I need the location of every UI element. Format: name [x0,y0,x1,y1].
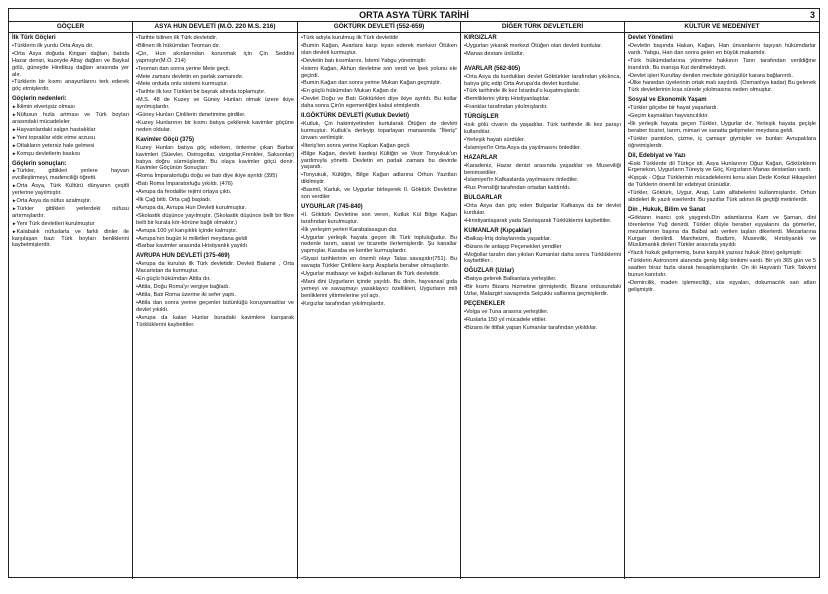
list-item: •Uygurları yıkarak merkezi Ötüğen olan devleti kurdular. [464,42,603,49]
list-item: • Bilinen ilk hükümdarı Teoman dır. [136,43,294,50]
list-item: • İstemi Kağan, Akhun devletine son verdi ve İpek yolunu ele geçirdi. [301,66,457,80]
list-item: • Uygurlar matbaayı ve kağıdı kullanan ilk Türk devletidir. [301,271,457,278]
section-heading: PEÇENEKLER [464,301,506,307]
list-item: • Devlet işleri Kurultay denilen mecliste görüşülür karara bağlanırdı. [628,73,816,80]
list-item: •Türk hükümdarlarına yönetme hakkının Tanrı tarafından verildiğine inanılırdı. Bu inanışa Kut denilmekteydi. [628,57,816,71]
section-heading: HAZARLAR [464,154,498,161]
section-heading: UYGURLAR (745-840) [301,203,363,210]
list-item: • Moğollar tarafın dan yıkılan Kumanlar daha sonra Türklüklerini kaybettiler . [464,252,621,266]
list-item: • Ruslarla 150 yıl mücadele ettiler. [464,317,621,324]
page-number: 3 [809,10,815,20]
list-item: •Türk tarihinde ilk kez İstanbul'u kuşatmışlardır. [464,88,581,95]
list-item: ► Yeni topraklar elde etme arzusu [12,135,129,142]
column-diger-turk [461,33,625,579]
list-item: • İlk yerleşik hayata geçen Türkler, Uygurlar dır. Yerleşik hayata geçişle beraber ticaret, tarım, mimari ve sanatta gelişmeler meydana geldi. [628,121,816,135]
list-item: • Basmil, Karluk, ve Uygurlar birleşerek II. Göktürk Devletine son verdiler [301,187,457,201]
list-item: • II. Göktürk Devletine son veren, Kutluk Kül Bilge Kağan tarafından kurulmuştur. [301,212,457,226]
list-item: • Mete orduda onlu sistemi kurmuştur. [136,81,294,88]
list-item: ► Nüfusun hızla artması ve Türk boyları arasındaki mücadeleler [12,112,129,126]
list-item: • Isık gölü civarın da yaşadılar. Türk tarihinde ilk kez parayı kullandılar. [464,122,621,136]
list-item: ► Türkler, gittikleri yerlere hayvan evcilleştirmeyi, madenciliği öğretti. [12,168,129,182]
list-item: •Manas destanı ünlüdür. [464,50,525,57]
list-item: • Attila, Batı Roma üzerine iki sefer yaptı. [136,292,294,299]
list-item: ► İklimin elverişsiz olması [12,104,129,111]
list-item: • Roma İmparatorluğu doğu ve batı diye ikiye ayrıldı (395) [136,173,294,180]
list-item: • Avrupa da, Avrupa Hun Devleti kurulmuştur. [136,205,294,212]
list-item: • Bizans ile ittifak yapan Kumanlar tarafından yıkıldılar. [464,325,621,332]
list-item: • Orta Asya da kurdukları devlet Göktürkler tarafından yıkılınca, batıya göç edip Orta Avrupa'da devlet kurdular. [464,74,621,88]
list-item: • En güçlü hükümdarı Mukan Kağan dır. [301,88,457,95]
list-item: • Yazılı hukuk gelişmemiş, buna karşılık yazısız hukuk (töre) gelişmiştir. [628,250,816,257]
list-item: •Türklerin bir kısmı anayurtlarını terk ederek göç etmişlerdir. [12,79,129,93]
list-item: • Devlet Doğu ve Batı Göktürkleri diye ikiye ayrıldı. Bu kollar daha sonra Çin'in egemenliğini kabul etmişlerdir. [301,96,457,110]
list-item: • Devletin başında Hakan, Kağan, Han ünvanlarını taşıyan hükümdarlar vardı. Yabgu, Han dan sonra gelen en büyük makamdır. [628,43,816,57]
list-item: • Kıpçak - Oğuz Türklerinin mücadelelerini konu alan Dede Korkut Hikayeleri de Türklerin önemli bir edebiyat ürünüdür. [628,175,816,189]
list-item: • İslamiyet'in Kafkaslarda yayılmasını önlediler. [464,177,621,184]
section-heading: BULGARLAR [464,195,502,202]
list-item: • En güçlü hükümdarı Attila dır. [136,276,294,283]
list-item: • Güney Hunları Çinlilerin denetimine girdiler. [136,112,294,119]
list-item: • Teoman dan sonra yerine Mete geçti. [136,66,294,73]
list-item: • İlk Çağ bitti. Orta çağ başladı. [136,197,294,204]
list-item: • Orta Asya dan göç eden Bulgarlar Kafkasya da bir devlet kurdular. [464,203,621,217]
spacer [464,59,621,63]
list-item: • İslamiyet'in Orta Asya da yayılmasını önlediler. [464,145,621,152]
list-item: • Batı Roma İmparatorluğu yıkıldı. (476) [136,181,294,188]
list-item: • Geçim kaynakları hayvancılıktır. [628,113,816,120]
list-item: • Batıya gelerek Balkanlara yerleştiler. [464,276,621,283]
list-item: ► Türkler gittikleri yerlerdeki nüfusu artırmışlardır. [12,206,129,220]
column-gocler [9,33,133,579]
list-item: • Türk adıyla kurulmuş ilk Türk devletidir [301,35,457,42]
section-heading: Göçlerin sonuçları: [12,160,67,167]
list-item: • Avrupa da kurulan ilk Türk devletidir. Devleti Balamir , Orta Macaristan da kurmuştur. [136,261,294,275]
list-item: • Avrupa 100 yıl karışıklık içinde kalmıştır. [136,228,294,235]
column-heading-diger-turk: DİĞER TÜRK DEVLETLERİ [461,22,625,32]
list-item: Kuzey Hunları batıya göç ederken, önlerine çıkan Barbar kavimleri (Süevler, Ostrogotlar, vizigotlar,Frenkler, Saksonlar) batıya doğru sürmüşlerdir. Bu olaya kavimler göçü denir. Kavimler Göçünün Sonuçları: [136,144,294,172]
list-item: • İlteriş'ten sonra yerine Kapkan Kağan geçti. [301,143,457,150]
column-asya-hun [133,33,298,579]
section-heading: KUMANLAR (Kıpçaklar) [464,227,532,234]
list-item: • İlk yerleşim yerleri Karabalasagun dur. [301,227,457,234]
section-heading: Din , Hukuk, Bilim ve Sanat [628,206,706,213]
list-item: • Türklerin Astronomi alanında geniş bilgi birikimi vardı. Bir yılı 365 gün ve 5 saatten biraz fazla olarak hesaplamışlardır. On iki Hayvanlı Türk Takvimi bunun kanıtıdır. [628,258,816,279]
list-item: • Bizans ile anlaşıp Peçenekleri yendiler [464,244,621,251]
list-item: ► Orta Asya da nüfus azalmıştır. [12,198,129,205]
section-heading: II.GÖKTÜRK DEVLETİ (Kutluk Devleti) [301,113,410,120]
list-item: • Uygurlar yerleşik hayata geçen ilk Türk topluluğudur. Bu nedenle tarım, sanat ve ticarette ilerlemişlerdir. Şu kanallar yapmışlar. Kasaba ve kentler kurmuşlardır. [301,235,457,256]
document-page [8,8,820,578]
list-item: • Avrupa da feodalite rejimi ortaya çıktı. [136,189,294,196]
list-item: ► Hayvanlardaki salgın hastalıklar [12,127,129,134]
list-item: • Skolastik düşünce yayılmıştır. (Skolastik düşünce belli bir fikre belli bir kurala kör-körüne bağlı olmaktır.) [136,213,294,227]
list-item: • Bilge Kağan, devleti kardeşi Kültiğin ve Vezir Tonyukuk'un yardımıyla yönetti. Devletin en parlak zamanı bu devirde yaşandı. [301,151,457,172]
column-heading-asya-hun: ASYA HUN DEVLETİ (M.Ö. 220 M.S. 216) [133,22,298,32]
list-item: • Kırgızlar tarafından yıkılmışlardır. [301,301,457,308]
column-heading-gocler: GÖÇLER [9,22,133,32]
list-item: • Demircilik, maden işlemeciliği, süs eşyaları, dokumacılık san atları gelişmiştir. [628,280,816,294]
list-item: • Kuzey Hunlarının bir kısmı batıya çekilerek kavimler göçüne neden oldular. [136,120,294,134]
section-heading: Sosyal ve Ekonomik Yaşam [628,97,707,104]
list-item: • Tarihte ilk kez Türkleri bir bayrak altında toplamıştır. [136,89,294,96]
list-item: • Bumin Kağan dan sonra yerine Mukan Kağan geçmiştir. [301,80,457,87]
list-item: • Türkler pantolon, çizme, iç çamaşır giymişler ve bunları Avrupalılara öğretmişlerdir. [628,136,816,150]
section-heading: İlk Türk Göçleri [12,35,56,41]
section-heading: KIRGIZLAR [464,35,497,41]
list-item: • Karadeniz, Hazar denizi arasında yaşadılar ve Museviliği benimsediler. [464,163,621,177]
column-heading-kultur: KÜLTÜR VE MEDENİYET [684,23,760,30]
section-heading: AVARLAR (562-805) [464,65,521,72]
list-item: • Çin, Hun akınlarından korunmak için Çin Seddini yapmıştır(M.Ö. 214) [136,51,294,65]
section-heading: Kavimler Göçü (375) [136,136,195,143]
list-item: • Volga ve Tuna arasına yerleştiler. [464,309,621,316]
list-item: ► Kalabalık nüfuslarla ve farklı dinler ile karşılaşan bazı Türk boyları benliklerini kaybetmişlerdir. [12,229,129,250]
section-heading: Dil, Edebiyat ve Yazı [628,152,686,159]
list-item: ► Otlakların yetersiz hale gelmesi [12,143,129,150]
list-item: • Mete zamanı devletin en parlak zamanıdır. [136,74,294,81]
section-heading: AVRUPA HUN DEVLETİ (375-469) [136,253,230,260]
list-item: • Eski Türklerde dil Türkçe idi. Asya Hunlarının Oğuz Kağan, Göktürklerin Ergenekon, Uygurların Türeyiş ve Göç, Kırgızların Manas destanları vardı. [628,161,816,175]
list-item: ► Komşu devletlerin baskısı [12,151,129,158]
list-item: • M.S. 48 de Kuzey ve Güney Hunları olmak üzere ikiye ayrılmışlardır. [136,97,294,111]
column-headings [9,22,819,33]
list-item: • Tarihte bilinen ilk Türk devletidir. [136,35,294,42]
section-heading: OĞUZLAR (Uzlar) [464,268,514,275]
list-item: • Avrupa'nın bugün ki milletleri meydana geldi [136,236,294,243]
list-item: ► Yeni Türk devletleri kurulmuştur [12,221,129,228]
list-item: • Siyasi tarihlerinin en önemli olayı Talas savaşıdır(751). Bu savaşta Türkler Çinlilere karşı Araplarla beraber olmuşlardır. [301,256,457,270]
section-heading: Göçlerin nedenleri: [12,96,67,103]
page-title: ORTA ASYA TÜRK TARİHİ [359,10,469,20]
list-item: • Kutluk, Çin hakimiyetinden kurtularak Ötüğen de devleti kurmuştur. Kutluk'a derleyip toparlayan manasında "İlteriş" ünvanı verilmiştir. [301,121,457,142]
list-item: • Tonyukuk, Kültiğin, Bilge Kağan adlarına Orhun Yazıtları dikilmiştir. [301,172,457,186]
list-item: • Balkaş-İrtiş dolaylarında yaşadılar. [464,236,621,243]
title-bar [9,9,819,22]
list-item: • Bir kısmı Bizans hizmetine girmişlerdir. Bizans ordusundaki Uzlar, Malazgirt savaşında Selçuklu saflarına geçmişlerdir. [464,284,621,298]
list-item: • Attila dan sonra yerine geçenler bütünlüğü koruyamadılar ve devlet yıkıldı. [136,300,294,314]
list-item: • Attila, Doğu Roma'yı vergiye bağladı. [136,284,294,291]
column-heading-gokturk: GÖKTÜRK DEVLETİ (552-659) [298,22,461,32]
list-item: • Mani dini Uygurların içinde yayıldı. Bu dinin, hayvansal gıda yemeyi ve savaşmayı yasaklayıcı özellikleri, Uygurların mili benliklerini yitirmelerine yol açtı. [301,279,457,300]
column-gokturk [298,33,461,579]
list-item: • Hıristiyanlaşarak yada Slavlaşarak Türklüklerini kaybettiler. [464,218,621,225]
list-item: • Ülke hanedan üyelerinin ortak malı sayılırdı. (Osmanlıya kadar) Bu gelenek Türk devletlerinin kısa sürede yıkılmasına neden olmuştur. [628,80,816,94]
list-item: • Devletin batı kısımlarını, İstemi Yabgu yönetmiştir. [301,58,457,65]
list-item: • Bumin Kağan, Avarlara karşı isyan ederek merkezi Ötüken olan devleti kurmuştur. [301,43,457,57]
list-item: • Türkler göçebe bir hayat yaşarlardı. [628,105,816,112]
list-item: • Yerleşik hayatı sürdüler. [464,137,621,144]
column-kultur [625,33,819,579]
list-item: • Rus Prensliği tarafından ortadan kaldırıldı. [464,185,621,192]
list-item: • Franklar tarafından yıkılmışlardır. [464,104,621,111]
list-item: •Orta Asya doğuda Kingan dağları, batıda Hazar denizi, kuzeyde Altay dağları ve Baykal gölü, güneyde Hindikuş dağları arasında yer alır. [12,50,129,78]
list-item: • Avrupa da kalan Hunlar buradaki kavimlere karışarak Türklüklerini kaybettiler. [136,315,294,329]
section-heading: TÜRGİŞLER [464,114,499,121]
list-item: • Göktanrı inancı çok yaygındı.Din adamlarına Kam ve Şaman, dini törenlerine Yuğ denirdi. Türkler ölüyle beraber eşyalarını da gömerler, mezarlarının başına da Balbal adı verilen taşları dikerlerdi. Mezarlarına Kurgan denilirdi. Maniheizm, Budizm, Musevilik, Hıristiyanlık ve Müslümanlık dinleri Türkler arasında yayıldı [628,215,816,250]
section-heading: Devlet Yönetimi [628,35,673,41]
list-item: • Bemliklerini yitirip Hristiyanlaştılar. [464,96,621,103]
list-item: • Türkler, Göktürk, Uygur, Arap, Latin alfabelerini kullanmışlardır. Orhun abideleri ilk yazılı eserlerdir. Bu yazıtlar Türk adının ilk geçtiği metinlerdir. [628,190,816,204]
list-item: • Barbar kavimler arasında Hristiyanlık yayıldı [136,243,294,250]
content-columns [9,33,819,579]
list-item: ► Orta Asya, Türk Kültürü dünyanın çeşitli yerlerine yayılmıştır. [12,183,129,197]
list-item: •Türklerin ilk yurdu Orta Asya dır. [12,42,94,49]
